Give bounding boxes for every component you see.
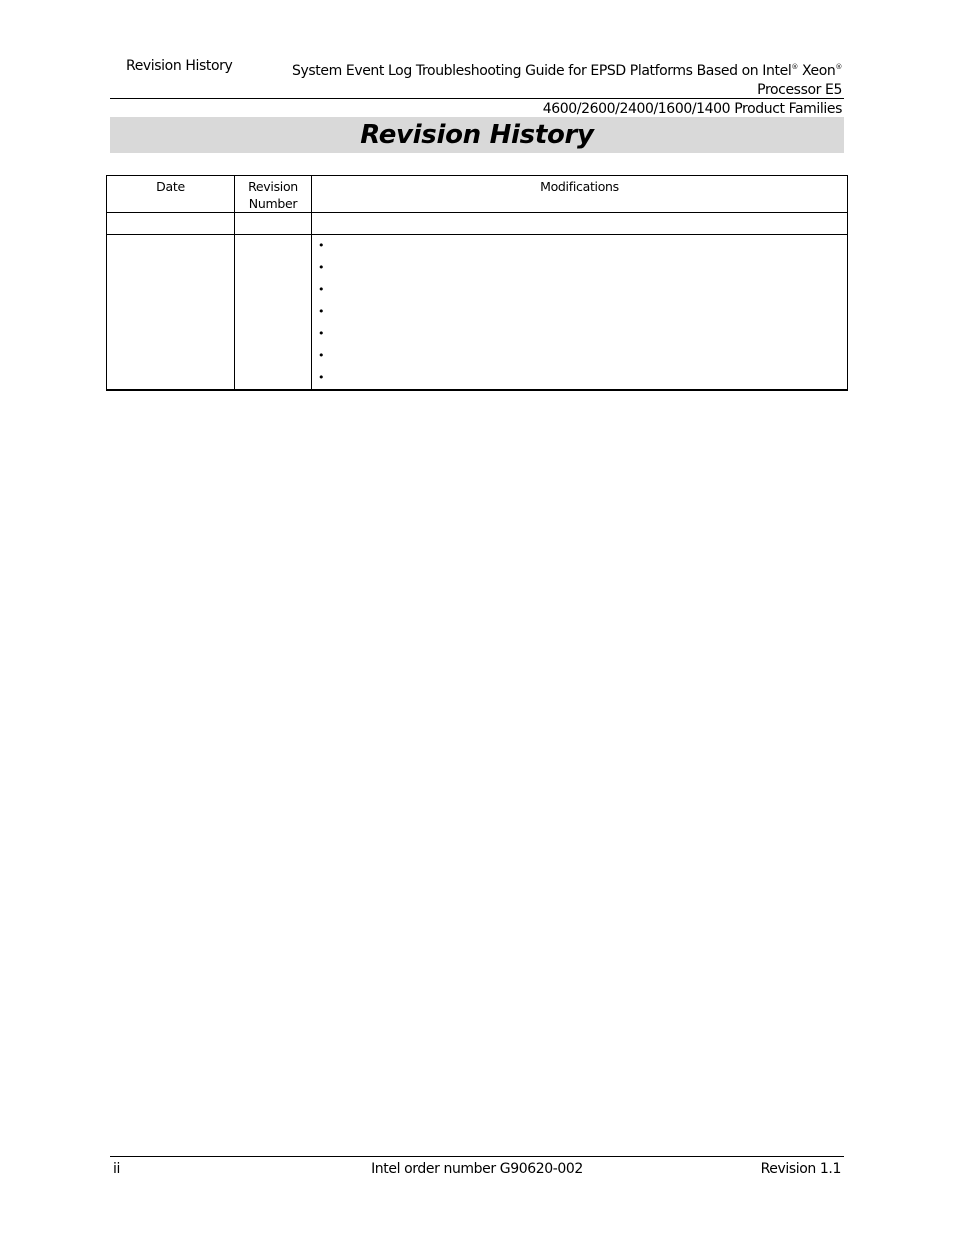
page-title: Revision History	[360, 120, 594, 150]
bullet-icon: •	[318, 283, 325, 296]
modifications-cell	[312, 235, 848, 391]
revision-label: Revision 1.1	[760, 1161, 841, 1177]
list-item	[317, 257, 847, 279]
list-item	[317, 235, 847, 257]
header-revision-number	[235, 176, 312, 213]
list-item	[317, 279, 847, 301]
revision-cell	[235, 235, 312, 391]
header-modifications: Modifications	[312, 176, 848, 213]
header-title-line2: 4600/2600/2400/1600/1400 Product Families	[542, 101, 842, 117]
date-cell	[107, 235, 235, 391]
title-band	[110, 117, 844, 153]
header-document-title	[242, 58, 842, 119]
header-title-prefix: System Event Log Troubleshooting Guide for EPSD Platforms Based on Intel	[292, 63, 792, 79]
page-footer	[110, 1156, 844, 1183]
header-title-suffix: Processor E5	[757, 82, 842, 98]
registered-mark: ®	[835, 63, 842, 71]
order-number: Intel order number G90620-002	[371, 1161, 583, 1177]
bullet-icon: •	[318, 349, 325, 362]
table-row	[107, 235, 848, 391]
header-title-mid: Xeon	[797, 63, 836, 79]
revision-cell	[235, 213, 312, 235]
revision-table	[106, 175, 848, 391]
modifications-list	[312, 235, 847, 389]
table-header-row	[107, 176, 848, 213]
list-item	[317, 323, 847, 345]
registered-mark: ®	[791, 63, 798, 71]
header-section-name: Revision History	[126, 58, 233, 74]
bullet-icon: •	[318, 327, 325, 340]
bullet-icon: •	[318, 239, 325, 252]
page-header	[110, 57, 844, 117]
header-date: Date	[107, 176, 235, 213]
bullet-icon: •	[318, 261, 325, 274]
header-revision-line1: Revision	[248, 179, 298, 194]
table-row	[107, 213, 848, 235]
date-cell	[107, 213, 235, 235]
list-item	[317, 367, 847, 389]
bullet-icon: •	[318, 305, 325, 318]
list-item	[317, 345, 847, 367]
header-revision-line2: Number	[248, 196, 298, 211]
page-number: ii	[113, 1161, 120, 1177]
list-item	[317, 301, 847, 323]
bullet-icon: •	[318, 371, 325, 384]
modifications-cell	[312, 213, 848, 235]
